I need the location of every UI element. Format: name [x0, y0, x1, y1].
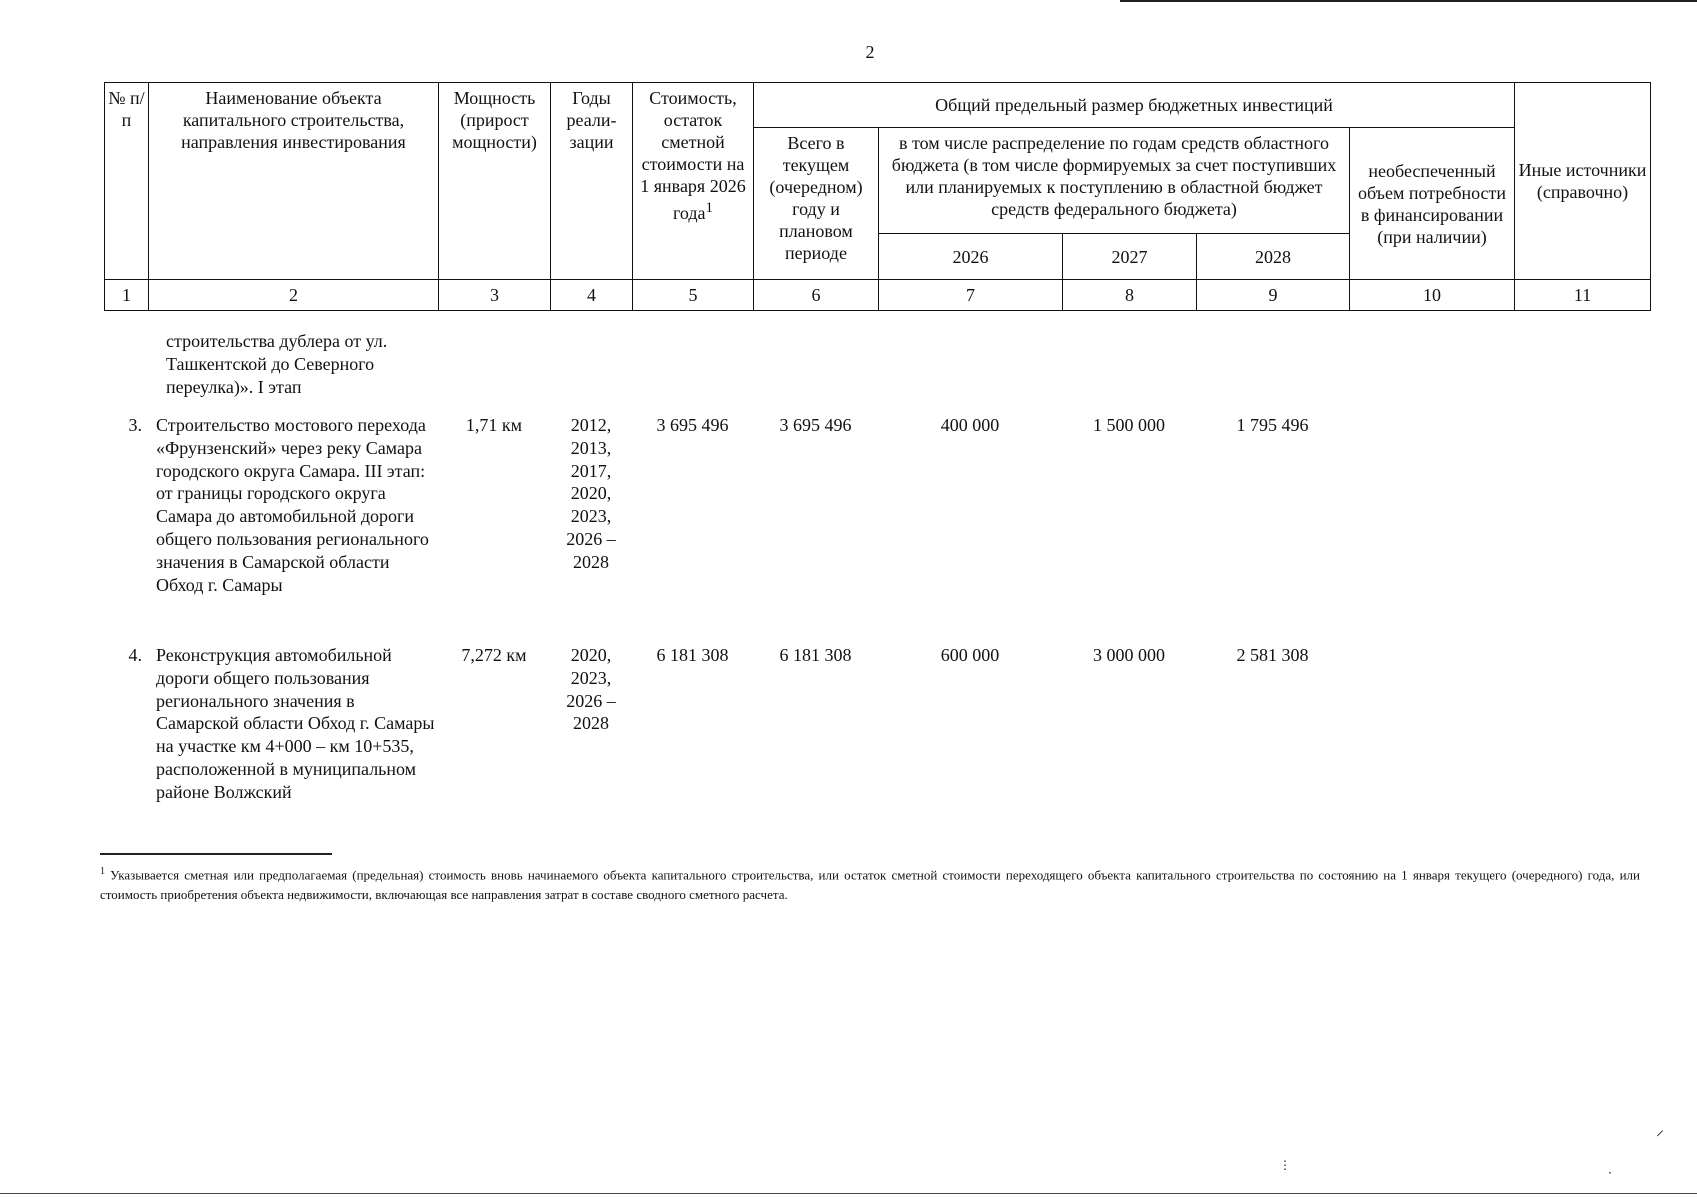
table-body: [104, 330, 1650, 844]
scan-artifact-icon: ·: [1608, 1166, 1612, 1180]
column-number: 9: [1197, 280, 1350, 311]
row-cost: 3 695 496: [656, 415, 729, 435]
header-cost-sup: 1: [705, 200, 714, 216]
table-row: [104, 414, 1650, 644]
header-capacity: Мощность (прирост мощности): [439, 83, 551, 280]
column-number: 11: [1515, 280, 1651, 311]
header-num: № п/п: [105, 83, 149, 280]
row-2026: 400 000: [940, 415, 1000, 435]
row-total: 3 695 496: [779, 415, 852, 435]
column-number: 4: [551, 280, 633, 311]
row-cost: 6 181 308: [656, 645, 729, 665]
row-unfunded: [1349, 414, 1514, 644]
footnote: [100, 862, 1640, 905]
row-capacity: 1,71 км: [465, 415, 523, 435]
continuation-row: [104, 330, 1650, 414]
row-object-name: Реконструкция автомобильной дороги общего пользования регионального значения в Самарской области Обход г. Самары на участке км 4+000 – км 10+535, расположенной в муниципальном районе Волжский: [156, 645, 435, 802]
header-group-title: Общий предельный размер бюджетных инвестиций: [754, 83, 1515, 128]
row-2027: 1 500 000: [1093, 415, 1165, 435]
header-cost: [633, 83, 754, 280]
row-number: 3.: [128, 415, 142, 435]
row-years: 2020, 2023, 2026 – 2028: [566, 645, 616, 734]
column-numbers-row: [105, 280, 1651, 311]
row-object-name: Строительство мостового перехода «Фрунзенский» через реку Самара городского округа Самара. III этап: от границы городского округа Самара до автомобильной дороги общего пользования регионального значения в Самарской области Обход г. Самары: [156, 415, 429, 595]
row-2028: 1 795 496: [1236, 415, 1309, 435]
row-other-sources: [1514, 644, 1650, 844]
scan-artifact-icon: ⸝: [1656, 1120, 1665, 1139]
column-number: 2: [149, 280, 439, 311]
row-number: 4.: [128, 645, 142, 665]
table-row: [104, 644, 1650, 844]
header-name: Наименование объекта капитального строительства, направления инвестирования: [149, 83, 439, 280]
row-2028: 2 581 308: [1236, 645, 1309, 665]
column-number: 7: [879, 280, 1063, 311]
footnote-marker: 1: [100, 866, 105, 877]
continuation-text: строительства дублера от ул. Ташкентской до Северного переулка)». I этап: [166, 331, 388, 397]
header-years: Годы реали-зации: [551, 83, 633, 280]
column-number: 10: [1350, 280, 1515, 311]
column-number: 3: [439, 280, 551, 311]
header-year-2027: 2027: [1063, 234, 1197, 280]
footnote-text: Указывается сметная или предполагаемая (предельная) стоимость вновь начинаемого объекта капитального строительства, или остаток сметной стоимости переходящего объекта капитального строительства по состоянию на 1 января текущего (очередного) года, или стоимость приобретения объекта недвижимости, включающая все направления затрат в составе сводного сметного расчета.: [100, 867, 1640, 903]
header-year-2026: 2026: [879, 234, 1063, 280]
table-header: [104, 82, 1651, 311]
row-years: 2012, 2013, 2017, 2020, 2023, 2026 – 2028: [566, 415, 616, 572]
page-number: 2: [865, 42, 875, 62]
column-number: 5: [633, 280, 754, 311]
header-subgroup-title: в том числе распределение по годам средств областного бюджета (в том числе формируемых за счет поступивших или планируемых к поступлению в областной бюджет средств федерального бюджета): [879, 128, 1350, 234]
header-total: Всего в текущем (очередном) году и плановом периоде: [754, 128, 879, 280]
footnote-separator: [100, 853, 332, 855]
header-year-2028: 2028: [1197, 234, 1350, 280]
row-2026: 600 000: [940, 645, 1000, 665]
column-number: 8: [1063, 280, 1197, 311]
header-other-sources: Иные источники (справочно): [1515, 83, 1651, 280]
bottom-scan-line: [0, 1193, 1697, 1194]
column-number: 1: [105, 280, 149, 311]
scan-artifact-icon: ⋮: [1279, 1158, 1291, 1172]
top-scan-line: [1120, 0, 1697, 2]
header-unfunded: необеспеченный объем потребности в финансировании (при наличии): [1350, 128, 1515, 280]
row-unfunded: [1349, 644, 1514, 844]
column-number: 6: [754, 280, 879, 311]
row-capacity: 7,272 км: [461, 645, 527, 665]
header-cost-text: Стоимость, остаток сметной стоимости на 1 января 2026 года: [640, 88, 746, 223]
row-other-sources: [1514, 414, 1650, 644]
row-2027: 3 000 000: [1093, 645, 1165, 665]
row-total: 6 181 308: [779, 645, 852, 665]
